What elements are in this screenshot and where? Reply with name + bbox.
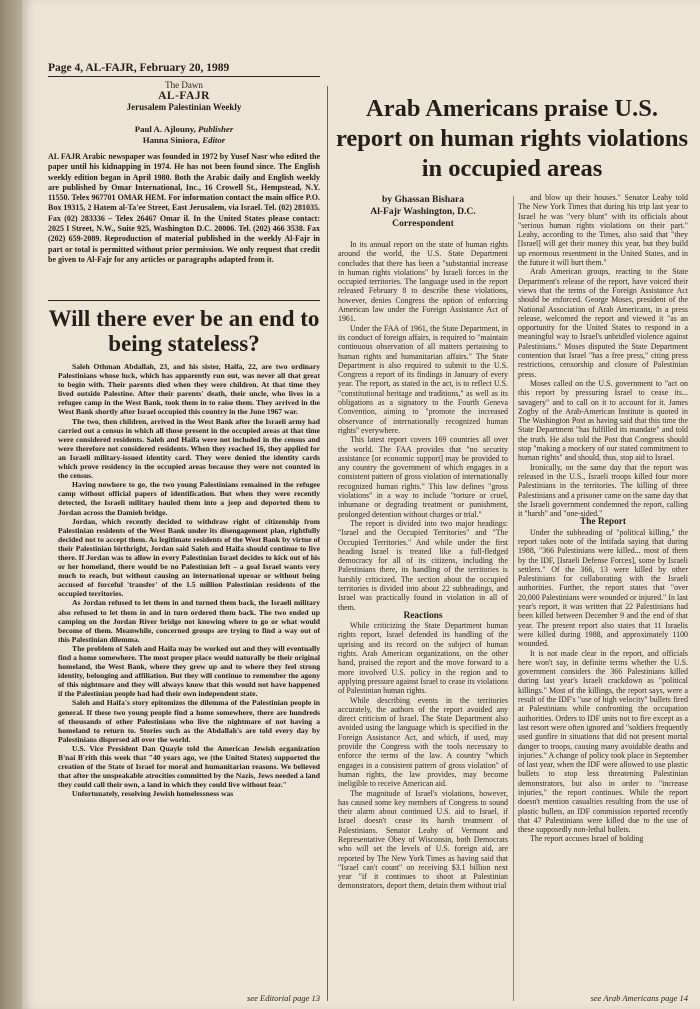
masthead-tagline: The Dawn	[165, 80, 203, 90]
editorial-paragraph: Having nowhere to go, the two young Palestinians remained in the refugee camp without official papers of identification. But when they were recently detected, the Israeli military hauled them into a jeep and deported them to Jordan across the Damieh bridge.	[58, 480, 320, 517]
binding-spine	[0, 0, 22, 1009]
article-column-1	[338, 240, 508, 891]
byline	[338, 194, 508, 230]
article-paragraph: and blow up their houses." Senator Leahy told The New York Times that during his trip last year to Israel he was "very blunt" with its officials about "serious human rights violations on their part." Leahy, according to the Times, also said that "they [Israel] will get their money this year, but they build up enormous resentment in the United States, and in the future it will hurt them."	[518, 193, 688, 268]
editorial-paragraph: Saleh Othman Abdallah, 23, and his sister, Haifa, 22, are two ordinary Palestinians whose luck, which has apparently run out, was never all that great to begin with. Their parents died when they were children. At that time they lived outside Palestine. After their parents' death, their uncle, who lives in a refugee camp in the West Bank, took them in to raise them. They arrived in the West Bank shortly after Israel occupied this country in the June 1967 war.	[58, 362, 320, 417]
editorial-paragraph: U.S. Vice President Dan Quayle told the American Jewish organization B'nai B'rith this week that "40 years ago, we (the United States) supported the creation of the State of Israel for moral and humanitarian reasons. We believed that after the unspeakable atrocities committed by the Nazis, Jews needed a land they could call their own, a land in which they could live without fear."	[58, 743, 320, 790]
masthead-subtitle: Jerusalem Palestinian Weekly	[126, 102, 242, 112]
staff-box	[48, 124, 320, 146]
publisher-name: Paul A. Ajlouny,	[134, 124, 199, 134]
article-paragraph: While describing events in the territories accurately, the authors of the report avoided any direct criticism of Israel. The State Department also avoided using the language which is specified in the Foreign Assistance Act, and which, if used, may provide the Congress with the tools necessary to enforce the terms of the law. A country "which engages in a consistent pattern of gross violation" of human rights, the law provides, may become ineligible to receive American aid.	[338, 695, 508, 789]
main-headline: Arab Americans praise U.S. report on human rights violations in occupied areas	[335, 95, 689, 182]
byline-author: by Ghassan Bishara	[381, 194, 465, 205]
section-divider	[48, 300, 320, 301]
publisher-role: Publisher	[198, 124, 234, 134]
editorial-paragraph: Saleh and Haifa's story epitomizes the dilemma of the Palestinian people in general. If these two young people find a home somewhere, there are hundreds of thousands of other Palestinians who live the nightmare of not having a homeland to return to. Stories such as the Abdallah's are told every day by Palestinians dispersed all over the world.	[58, 698, 320, 744]
editorial-body	[58, 362, 320, 799]
editor-name: Hanna Siniora,	[142, 135, 203, 145]
byline-role: Correspondent	[392, 218, 454, 229]
editorial-paragraph: Unfortunately, resolving Jewish homelessness was	[72, 789, 234, 799]
article-paragraph: Under the subheading of "political killing," the report takes note of the Intifada saying that during 1988, "366 Palestinians were killed... most of them by the IDF, [Israeli Defense Forces], some by Israeli settlers." Of the 366, 13 were killed by other Palestinians for collaborating with the Israeli authorities. Further, the report states that "over 20,000 Palestinians were wounded or injured." In last year's report, it was written that 22 Palestinians had been killed between December 9 and the end of that year. The present report also states that 11 Israelis were killed during 1988, and approximately 1100 wounded.	[518, 527, 688, 649]
article-paragraph: The magnitude of Israel's violations, however, has caused some key members of Congress to sound their alarm about continued U.S. aid to Israel, if Israel doesn't cease its harsh treatment of Palestinians. Senator Leahy of Vermont and Representative Obey of Wisconsin, both Democrats who will set the levels of U.S. foreign aid, are reported by The New York Times as having said that "Israel can't count" on receiving $3.1 billion next year "if it continues to shoot at Palestinian demonstrators, deport them, detain them without trial	[338, 788, 508, 891]
editor-line	[48, 135, 320, 146]
editorial-paragraph: Jordan, which recently decided to withdraw right of citizenship from Palestinian residents of the West Bank under its disengagement plan, rightfully decided not to accept them. As legitimate residents of the West Bank by virtue of their Palestinian birthright, Jordan said Saleh and Haifa should continue to live there. If Jordan was to allow in every Palestinian Israel decides to kick out of his or her homeland, there would be no Palestinian left – a goal Israel wants very much to reach, but without causing an international uproar or without being accused of forceful 'transfer' of the 1.5 million Palestinian residents of the occupied territories.	[58, 516, 320, 599]
article-paragraph: It is not made clear in the report, and officials here won't say, in definite terms whether the U.S. government considers the 366 Palestinians killed during last year's Israeli crackdown as "political killings." Most of the killings, the report says, were a result of the IDF's "use of high velocity" bullets fired at Palestinians while confronting the occupation authorities. Orders to IDF units not to fire except as a last resort were often ignored and "soldiers frequently used gunfire in situations that did not present mortal danger to troops, causing many avoidable deaths and injuries." A change of policy took place in September of last year, when the IDF were allowed to use plastic bullets to stop less threatening Palestinian demonstrators, but also in order to "increase injuries," the report continues. While the report doesn't mention casualties resulting from the use of plastic bullets, an IDF commission reported recently that 47 Palestinians were killed due to the use of these supposedly non-lethal bullets.	[518, 648, 688, 835]
editorial-paragraph: As Jordan refused to let them in and turned them back, the Israeli military also refused to let them in and in turn ordered them back. The two ended up camping on the Jordan River bridge not knowing where to go or what would become of them. Meanwhile, concerned groups are trying to find a way out of this Palestinian dilemma.	[58, 598, 320, 644]
article-paragraph: Arab American groups, reacting to the State Department's release of the report, have voiced their views that the terms of the Foreign Assistance Act should be enforced. George Moses, president of the National Association of Arab Americans, in a press release, welcomed the report and viewed it "as an opportunity for the United States to respond in a meaningful way to Israel's unbridled violence against Palestinians." Moses disputed the State Department contention that Israel "has a free press," citing press restrictions, censorship and closure of Palestinian press.	[518, 267, 688, 379]
masthead-name: AL-FAJR	[158, 90, 210, 102]
column-rule	[327, 86, 328, 1001]
article-paragraph: The report is divided into two major headings: "Israel and the Occupied Territories" and "The Occupied Territories." And while under the first heading Israel is treated like a full-fledged democracy for all of its citizens, including the Palestinians there, its handling of the territories is harshly criticized. The section about the occupied territories is divided into about 22 subheadings, and Israel was practically found in violation in all of them.	[338, 518, 508, 612]
subhead-the-report: The Report	[579, 517, 627, 528]
column-rule	[513, 196, 514, 1001]
article-paragraph: Under the FAA of 1961, the State Department, in its conduct of foreign affairs, is required to "maintain continuous observation of all matters pertaining to human rights and humanitarian affairs." The State Department is also required to submit to the U.S. Congress a report of its findings in January of every year. The report, as stated in the act, is to reflect U.S. "constitutional heritage and traditions," as well as its obligations as a signatory to the Fourth Geneva Convention, aiming to "promote the increased observance of internationally recognized human rights" everywhere.	[338, 323, 508, 435]
article-column-2	[518, 193, 688, 999]
editorial-paragraph: The two, then children, arrived in the West Bank after the Israeli army had carried out a census in which all those present in the occupied areas at that time were considered residents. Saleh and Haifa were not included in the census and were therefore not considered residents. When they reached 16, they applied for an Israeli military-issued identity card. They were denied the identity cards which prove residency in the occupied areas because they were not counted in the census.	[58, 416, 320, 481]
article-paragraph: Moses called on the U.S. government to "act on this report by pressuring Israel to cease its... savagery" and to call on it to account for it. James Zogby of the Arab-American Institute is quoted in The Washington Post as having said that this time the State Department "has fulfilled its mandate" and told the truth. He also told the Post that Congress should stop "making a mockery of our stated commitment to human rights" and should, thus, stop aid to Israel.	[518, 378, 688, 463]
about-notice: AL FAJR Arabic newspaper was founded in 1972 by Yusef Nasr who edited the paper until his kidnapping in 1974. He has not been found since. The English weekly edition began in April 1980. Both the Arabic daily and English weekly are published by Omar International, Inc., 16 Crowell St., Hempstead, N.Y. 11550. Telex 967701 OMAR HEM. For information contact the main office P.O. Box 19315, 2 Hatem al-Ta'ee Street, East Jerusalem, via Israel. Tel. (02) 281035. Fax (02) 283336 – Telex 26467 Omar il. In the United States please contact: 2025 I Street, N.W., Suite 925, Washington D.C. 20006. Tel. (202) 466 3538. Fax (202) 659-2089. Reproduction of material published in the weekly Al-Fajr in part or total is permitted without prior permission. We only request that credit be given to Al-Fajr for any articles or paragraphs adapted from it.	[48, 152, 320, 264]
page-folio: Page 4, AL-FAJR, February 20, 1989	[48, 62, 320, 77]
editorial-jump-line: see Editorial page 13	[247, 993, 320, 1003]
editor-role: Editor	[202, 135, 226, 145]
article-paragraph: In its annual report on the state of human rights around the world, the U.S. State Department concludes that there has been a "substantial increase in human rights violations" by Israeli forces in the occupied territories. The language used in the report released February 8 to describe these violations, however, denies Congress the option of enforcing American law under the Foreign Assistance Act of 1961.	[338, 240, 508, 324]
publisher-line	[48, 124, 320, 135]
article-paragraph: While criticizing the State Department human rights report, Israel defended its handling of the uprising and its record on the subject of human rights. Arab American organizations, on the other hand, praised the report and the move forward to a more involved U.S. policy in the region and to applying pressure against Israel to cease its violations of Palestinian human rights.	[338, 621, 508, 696]
article-paragraph: This latest report covers 169 countries all over the world. The FAA provides that "no security assistance [or economic support] may be provided to any country the government of which engages in a consistent pattern of gross violation of internationally recognized human rights." This law defines "gross violations" in a way to include "torture or cruel, inhumane or degrading treatment or punishment, prolonged detention without charges or trial."	[338, 435, 508, 519]
subhead-reactions: Reactions	[403, 610, 443, 621]
editorial-headline: Will there ever be an end to being stateless?	[48, 306, 320, 356]
byline-organization: Al-Fajr Washington, D.C.	[370, 206, 476, 217]
masthead	[48, 80, 320, 113]
article-jump-line: see Arab Americans page 14	[590, 993, 688, 1003]
article-paragraph: The report accuses Israel of holding	[530, 834, 644, 844]
editorial-paragraph: The problem of Saleh and Haifa may be worked out and they will eventually find a home somewhere. The most proper place would naturally be their original homeland, the West Bank, where they grew up and to where they feel strong identity, belonging and affiliation. But they will continue to remember the agony of this nightmare and they will always know that this would not have happened if the Palestinian people had had their own independent state.	[58, 643, 320, 699]
article-paragraph: Ironically, on the same day that the report was released in the U.S., Israeli troops killed four more Palestinians in the territories. The killing of three Palestinians and a prisoner came on the same day that the Israeli government condemned the report, calling it "harsh" and "one-sided."	[518, 462, 688, 519]
